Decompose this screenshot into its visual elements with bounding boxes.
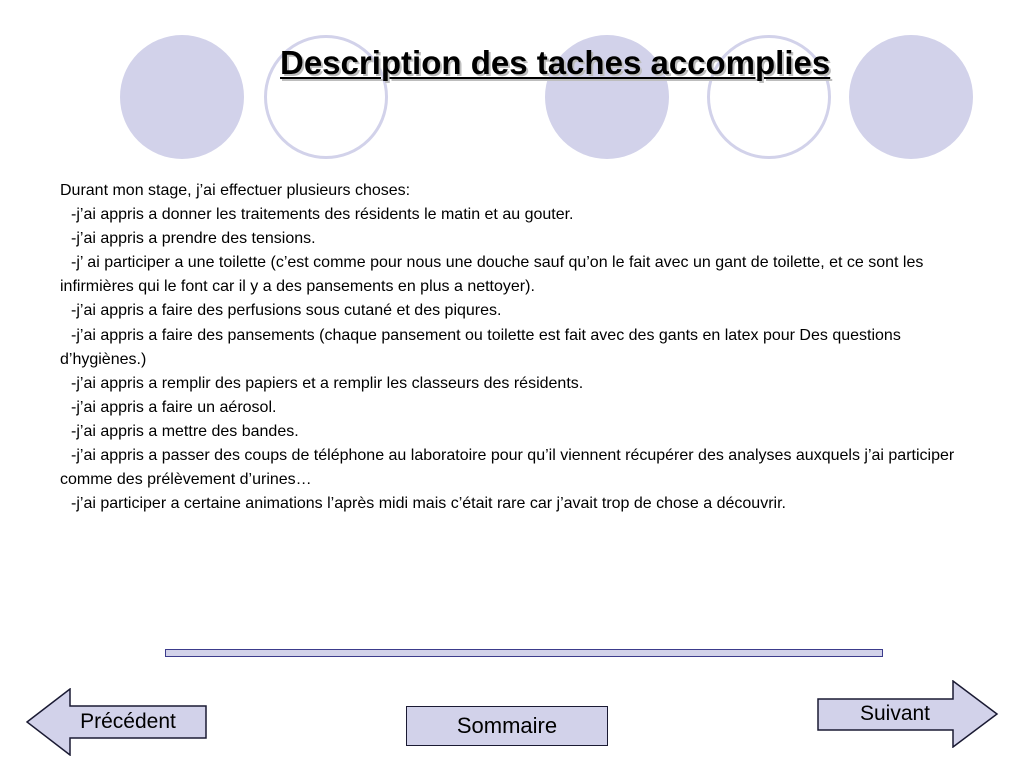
list-item: -j’ai appris a remplir des papiers et a remplir les classeurs des résidents. [71, 374, 584, 392]
slide-body [60, 179, 970, 516]
previous-button[interactable] [26, 688, 208, 756]
decor-circle-filled-3 [849, 35, 973, 159]
list-item: -j’ai appris a faire des pansements (chaque pansement ou toilette est fait avec des gants en latex pour Des questions d’hygiènes.) [60, 326, 901, 368]
next-button[interactable] [817, 680, 999, 748]
next-label: Suivant [859, 702, 931, 725]
list-item: -j’ai appris a donner les traitements des résidents le matin et au gouter. [71, 206, 574, 224]
summary-label: Sommaire [456, 713, 558, 738]
list-item: -j’ai participer a certaine animations l’après midi mais c’était rare car j’avait trop de chose a découvrir. [71, 495, 786, 513]
list-item: -j’ ai participer a une toilette (c’est comme pour nous une douche sauf qu’on le fait avec un gant de toilette, et ce sont les infirmières qui le font car il y a des pansements en plus a nettoyer). [60, 254, 924, 296]
intro-text: Durant mon stage, j’ai effectuer plusieurs choses: [60, 182, 411, 199]
horizontal-divider [165, 649, 883, 657]
list-item: -j’ai appris a faire des perfusions sous cutané et des piqures. [71, 302, 502, 320]
list-item: -j’ai appris a faire un aérosol. [71, 398, 277, 416]
slide-title: Description des taches accomplies [280, 44, 831, 81]
summary-button[interactable] [406, 706, 608, 746]
decor-circle-filled-1 [120, 35, 244, 159]
list-item: -j’ai appris a passer des coups de téléphone au laboratoire pour qu’il viennent récupérer des analyses auxquels j’ai participer comme des prélèvement d’urines… [60, 447, 955, 489]
previous-label: Précédent [80, 710, 176, 733]
list-item: -j’ai appris a mettre des bandes. [71, 422, 299, 440]
list-item: -j’ai appris a prendre des tensions. [71, 230, 316, 248]
